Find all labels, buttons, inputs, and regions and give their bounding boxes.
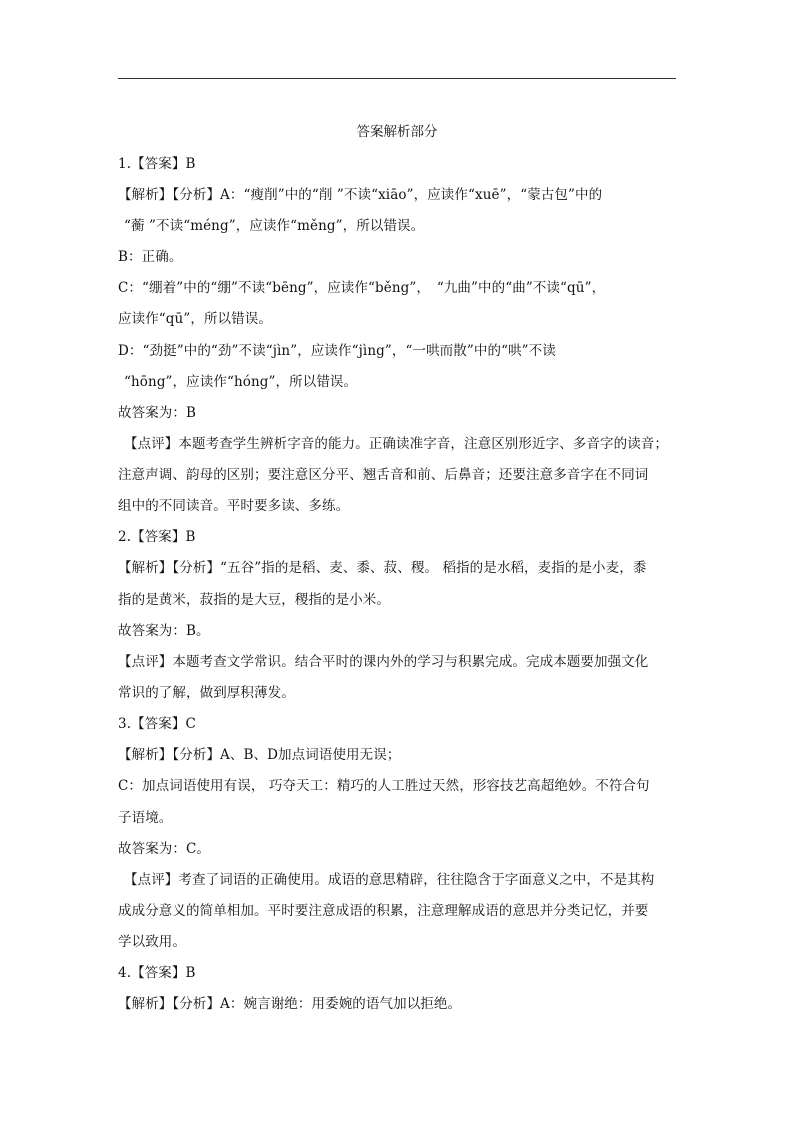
header-rule: [118, 78, 676, 79]
analysis-line: D：“劲挺”中的“劲”不读“jìn”，应读作“jìng”，“一哄而散”中的“哄”不读: [118, 343, 556, 359]
comment-line: 常识的了解，做到厚积薄发。: [118, 685, 295, 701]
conclusion-line: 故答案为：B。: [118, 623, 210, 639]
comment-line: 【点评】本题考查学生辨析字音的能力。正确读准字音，注意区别形近字、多音字的读音；: [124, 436, 668, 452]
comment-line: 学以致用。: [118, 934, 186, 950]
conclusion-line: 故答案为：C。: [118, 841, 211, 857]
analysis-line: 子语境。: [118, 810, 173, 826]
analysis-line: 指的是黄米，菽指的是大豆，稷指的是小米。: [118, 592, 390, 608]
analysis-line: C：“绷着”中的“绷”不读“bēng”，应读作“běng”， “九曲”中的“曲”不读“qū”，: [118, 280, 606, 296]
answer-line-2: 2.【答案】B: [118, 529, 196, 545]
analysis-line: 【解析】【分析】“五谷”指的是稻、麦、黍、菽、稷。 稻指的是水稻，麦指的是小麦，黍: [118, 560, 647, 576]
answer-line-3: 3.【答案】C: [118, 716, 196, 732]
answer-line-1: 1.【答案】B: [118, 156, 196, 172]
analysis-line: 【解析】【分析】A、B、D加点词语使用无误；: [118, 747, 401, 763]
analysis-line: “蘅 ”不读“méng”，应读作“měng”，所以错误。: [124, 218, 425, 234]
analysis-line: 【解析】【分析】A：“瘦削”中的“削 ”不读“xiāo”，应读作“xuē”，“蒙古包”中的: [118, 187, 603, 203]
comment-line: 注意声调、韵母的区别；要注意区分平、翘舌音和前、后鼻音；还要注意多音字在不同词: [118, 467, 649, 483]
analysis-line: B：正确。: [118, 249, 183, 265]
analysis-line: “hōng”，应读作“hóng”，所以错误。: [124, 374, 358, 390]
analysis-line: 【解析】【分析】A：婉言谢绝：用委婉的语气加以拒绝。: [118, 996, 462, 1012]
page-title: 答案解析部分: [356, 124, 438, 140]
comment-line: 【点评】本题考查文学常识。结合平时的课内外的学习与积累完成。完成本题要加强文化: [118, 654, 649, 670]
comment-line: 【点评】考查了词语的正确使用。成语的意思精辟，往往隐含于字面意义之中，不是其构: [124, 872, 655, 888]
answer-line-4: 4.【答案】B: [118, 965, 196, 981]
analysis-line: C：加点词语使用有误， 巧夺天工：精巧的人工胜过天然，形容技艺高超绝妙。不符合句: [118, 778, 650, 794]
comment-line: 成成分意义的简单相加。平时要注意成语的积累，注意理解成语的意思并分类记忆，并要: [118, 903, 649, 919]
conclusion-line: 故答案为：B: [118, 405, 197, 421]
analysis-line: 应读作“qū”，所以错误。: [118, 311, 272, 327]
comment-line: 组中的不同读音。平时要多读、多练。: [118, 498, 350, 514]
